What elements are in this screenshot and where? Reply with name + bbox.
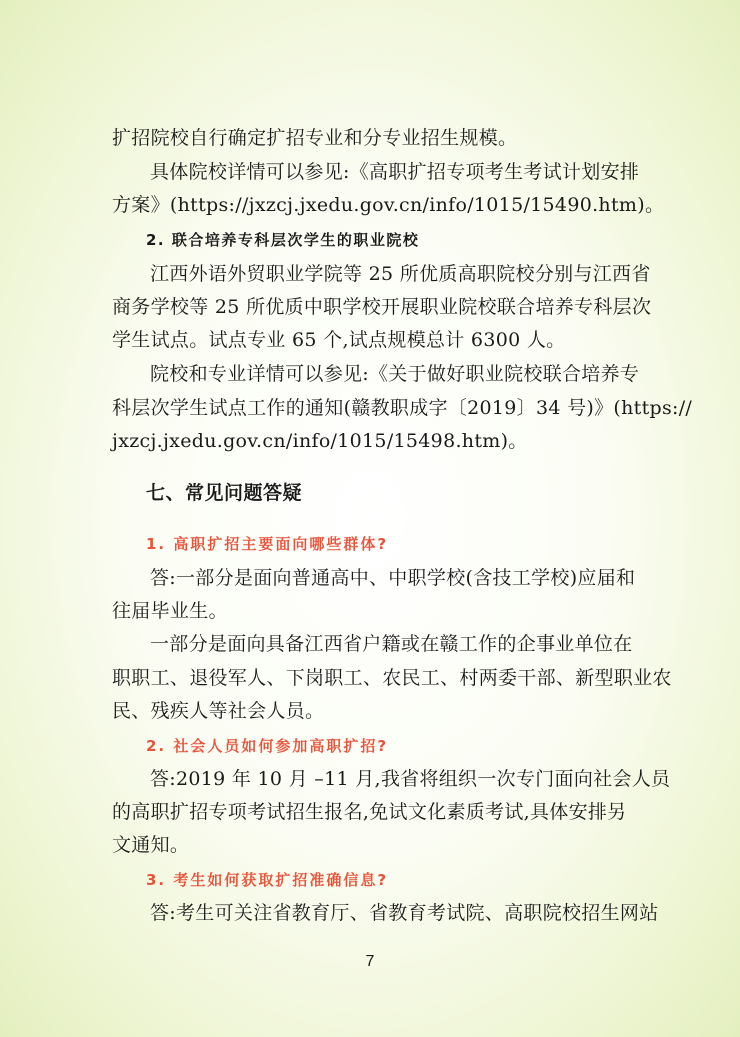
answer-line: 答:2019 年 10 月 –11 月,我省将组织一次专门面向社会人员 [150, 768, 671, 790]
question-heading: 2. 社会人员如何参加高职扩招? [146, 737, 389, 755]
paragraph-line: 江西外语外贸职业学院等 25 所优质高职院校分别与江西省 [150, 263, 651, 285]
question-heading: 1. 高职扩招主要面向哪些群体? [146, 535, 389, 553]
answer-line: 答:一部分是面向普通高中、中职学校(含技工学校)应届和 [150, 567, 636, 589]
paragraph-line: 方案》(https://jxzcj.jxedu.gov.cn/info/1015/15490.htm)。 [112, 194, 665, 216]
paragraph-line: 科层次学生试点工作的通知(赣教职成字〔2019〕34 号)》(https:// [112, 397, 693, 419]
paragraph-line: 具体院校详情可以参见:《高职扩招专项考生考试计划安排 [150, 161, 640, 183]
answer-line: 一部分是面向具备江西省户籍或在赣工作的企事业单位在 [150, 633, 633, 655]
paragraph-line: 商务学校等 25 所优质中职学校开展职业院校联合培养专科层次 [112, 296, 652, 318]
paragraph-line: 院校和专业详情可以参见:《关于做好职业院校联合培养专 [150, 363, 640, 385]
answer-line: 职职工、退役军人、下岗职工、农民工、村两委干部、新型职业农 [112, 667, 672, 689]
answer-line: 文通知。 [112, 834, 190, 856]
subheading: 2. 联合培养专科层次学生的职业院校 [146, 231, 420, 249]
answer-line: 民、残疾人等社会人员。 [112, 700, 325, 722]
question-heading: 3. 考生如何获取扩招准确信息? [146, 871, 389, 889]
page-number: 7 [365, 953, 375, 970]
answer-line: 往届毕业生。 [112, 600, 228, 622]
paragraph-line: 扩招院校自行确定扩招专业和分专业招生规模。 [112, 127, 518, 149]
paragraph-line: jxzcj.jxedu.gov.cn/info/1015/15498.htm)。 [112, 430, 528, 452]
answer-line: 的高职扩招专项考试招生报名,免试文化素质考试,具体安排另 [112, 801, 627, 823]
answer-line: 答:考生可关注省教育厅、省教育考试院、高职院校招生网站 [150, 902, 659, 924]
section-heading: 七、常见问题答疑 [146, 482, 303, 504]
paragraph-line: 学生试点。试点专业 65 个,试点规模总计 6300 人。 [112, 329, 566, 351]
